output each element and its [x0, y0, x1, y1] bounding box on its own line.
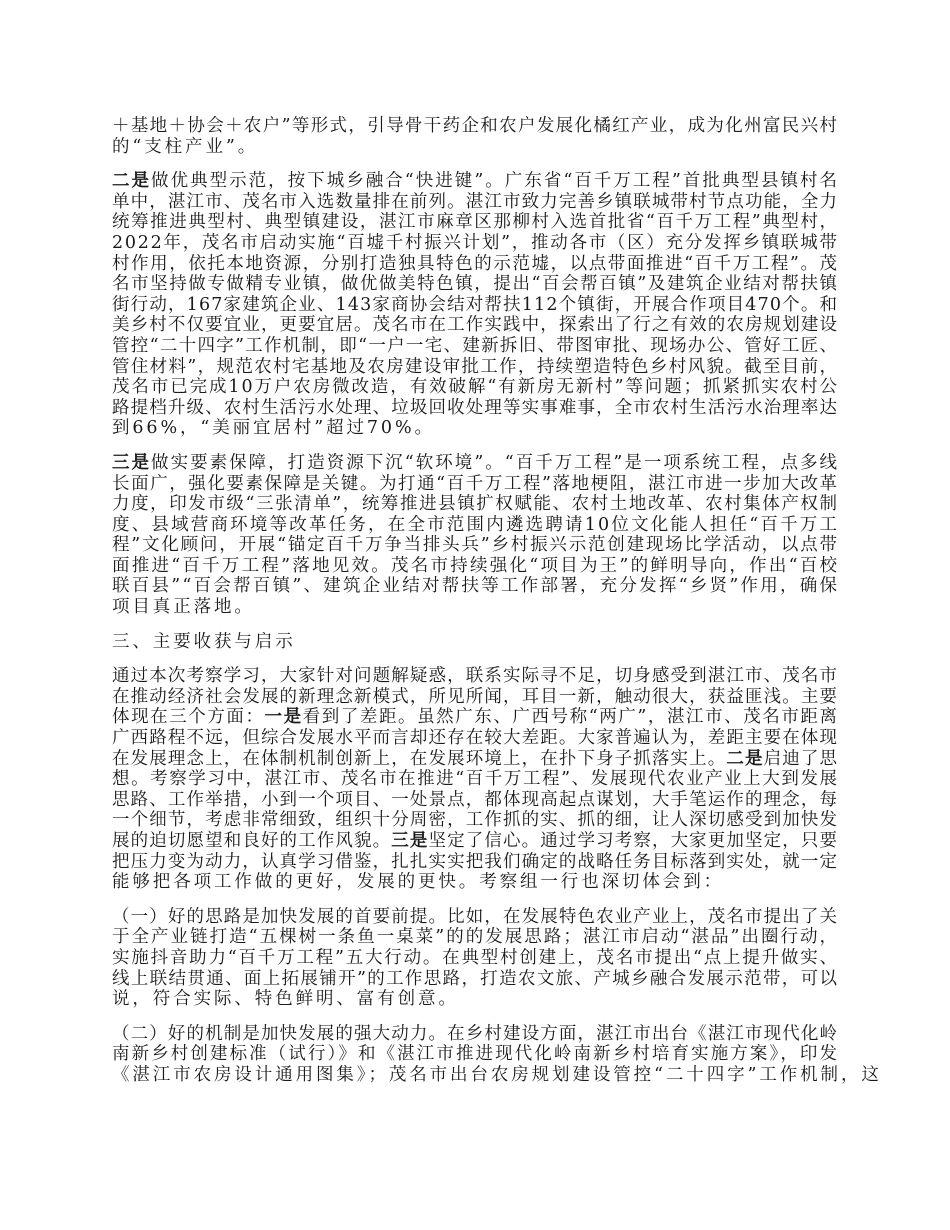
text-line: [112, 576, 842, 597]
text-run: 启迪了思: [763, 748, 839, 769]
text-line: [112, 515, 842, 536]
text-run: 坚定了信心。通过学习考察，大家更加坚定，只要: [428, 831, 839, 851]
text-line: [112, 831, 842, 852]
text-run: 线上联结贯通、面上拓展铺开”的工作思路，打造农文旅、产城乡融合发展示范带，可以: [112, 968, 839, 989]
text-line: [112, 212, 842, 233]
heading-text: 三、主要收获与启示: [112, 631, 296, 652]
text-run: 美乡村不仅要宜业，更要宜居。茂名市在工作实践中，探索出了行之有效的农房规划建设: [112, 315, 839, 336]
text-line: [112, 852, 842, 873]
bold-lead: 三是: [112, 452, 152, 473]
text-run: 的“支柱产业”。: [112, 136, 259, 157]
text-line: [112, 377, 842, 398]
bold-lead: 一是: [264, 707, 303, 728]
text-run: 做实要素保障，打造资源下沉“软环境”。“百千万工程”是一项系统工程，点多线: [151, 452, 840, 473]
text-run: 联百县”“百会帮百镇”、建筑企业结对帮扶等工作部署，充分发挥“乡贤”作用，确保: [112, 576, 840, 597]
paragraph: [112, 1023, 882, 1086]
text-line: [112, 535, 842, 556]
text-line: [112, 233, 842, 254]
text-run: 单中，湛江市、茂名市入选数量排在前列。湛江市致力完善乡镇联城带村节点功能，全力: [112, 191, 839, 212]
text-line: [112, 707, 842, 728]
text-line: [112, 295, 842, 316]
text-run: 一个细节，考虑非常细致，组织十分周密，工作抓的实、抓的细，让人深切感受到加快发: [112, 810, 839, 831]
text-line: [112, 1064, 882, 1086]
text-run: 统筹推进典型村、典型镇建设，湛江市麻章区那柳村入选首批省“百千万工程”典型村，: [112, 212, 839, 233]
text-run: 2022年，茂名市启动实施“百墟千村振兴计划”，推动各市（区）充分发挥乡镇联城带: [112, 232, 839, 253]
text-line: [112, 728, 842, 749]
text-run: 程”文化顾问，开展“锚定百千万争当排头兵”乡村振兴示范创建现场比学活动，以点带: [112, 535, 839, 556]
text-line: [112, 666, 842, 687]
paragraph: [112, 666, 842, 893]
text-run: 管控“二十四字”工作机制，即“一户一宅、建新拆旧、带图审批、现场办公、管好工匠、: [112, 335, 839, 356]
text-run: 于全产业链打造“五棵树一条鱼一桌菜”的的发展思路；湛江市启动“湛品”出圈行动，: [112, 927, 840, 948]
text-line: [112, 137, 842, 158]
text-run: （一）好的思路是加快发展的首要前提。比如，在发展特色农业产业上，茂名市提出了关: [112, 906, 839, 927]
text-line: [112, 907, 842, 928]
paragraph: [112, 907, 842, 1010]
text-run: 到66%，“美丽宜居村”超过70%。: [112, 418, 435, 439]
text-line: [112, 948, 842, 969]
text-run: 看到了差距。虽然广东、广西号称“两广”，湛江市、茂名市距离: [302, 707, 839, 728]
text-run: 做优典型示范，按下城乡融合“快进键”。广东省“百千万工程”首批典型县镇村名: [151, 171, 840, 192]
text-line: [112, 810, 842, 831]
text-line: [112, 769, 842, 790]
text-line: [112, 398, 842, 419]
text-line: [112, 969, 842, 990]
text-run: 把压力变为动力，认真学习借鉴，扎扎实实把我们确定的战略任务目标落到实处，就一定: [112, 851, 839, 872]
text-run: 街行动，167家建筑企业、143家商协会结对帮扶112个镇街，开展合作项目470个。和: [112, 294, 839, 315]
text-run: 说，符合实际、特色鲜明、富有创意。: [112, 989, 459, 1010]
text-line: [112, 254, 842, 275]
text-line: [112, 989, 842, 1010]
text-line: [112, 687, 842, 708]
text-run: 在推动经济社会发展的新理念新模式，所见所闻，耳目一新，触动很大，获益匪浅。主要: [112, 686, 839, 707]
text-line: [112, 357, 842, 378]
text-line: [112, 556, 842, 577]
text-line: [112, 418, 842, 439]
text-run: 管住材料”，规范农村宅基地及农房建设审批工作，持续塑造特色乡村风貌。截至目前，: [112, 356, 839, 377]
paragraph: [112, 453, 842, 618]
text-line: [112, 1024, 842, 1045]
text-run: 度、县域营商环境等改革任务，在全市范围内遴选聘请10位文化能人担任“百千万工: [112, 514, 840, 535]
document-page: [112, 116, 882, 1100]
text-run: 长面广，强化要素保障是关键。为打通“百千万工程”落地梗阻，湛江市进一步加大改革: [112, 473, 839, 494]
text-line: [112, 927, 842, 948]
text-line: [112, 474, 842, 495]
text-run: 实施抖音助力“百千万工程”五大行动。在典型村创建上，茂名市提出“点上提升做实、: [112, 947, 839, 968]
section-heading: [112, 632, 842, 653]
text-run: 路提档升级、农村生活污水处理、垃圾回收处理等实事难事，全市农村生活污水治理率达: [112, 397, 839, 418]
text-run: ＋基地＋协会＋农户”等形式，引导骨干药企和农户发展化橘红产业，成为化州富民兴村: [112, 116, 839, 136]
text-line: [112, 597, 842, 618]
text-line: [112, 1044, 842, 1065]
text-line: [112, 116, 842, 137]
text-line: [112, 274, 842, 295]
text-line: [112, 790, 842, 811]
text-run: 面推进“百千万工程”落地见效。茂名市持续强化“项目为王”的鲜明导向，作出“百校: [112, 555, 840, 576]
text-run: 名市坚持做专做精专业镇，做优做美特色镇，提出“百会帮百镇”及建筑企业结对帮扶镇: [112, 274, 839, 295]
text-run: 能够把各项工作做的更好，发展的更快。考察组一行也深切体会到：: [112, 872, 724, 893]
bold-lead: 二是: [112, 171, 152, 192]
text-run: 《湛江市农房设计通用图集》；茂名市出台农房规划建设管控“二十四字”工作机制，这: [112, 1064, 882, 1085]
text-run: 茂名市已完成10万户农房微改造，有效破解“有新房无新村”等问题；抓紧抓实农村公: [112, 377, 839, 398]
text-run: 展的迫切愿望和良好的工作风貌。: [112, 831, 392, 851]
bold-lead: 二是: [726, 748, 764, 769]
text-run: 体现在三个方面：: [112, 707, 265, 728]
text-line: [112, 171, 842, 192]
text-run: 广西路程不远，但综合发展水平而言却还存在较大差距。大家普遍认为，差距主要在体现: [112, 728, 839, 749]
paragraph: [112, 171, 842, 439]
bold-lead: 三是: [391, 831, 429, 851]
text-run: 在发展理念上，在体制机制创新上，在发展环境上，在扑下身子抓落实上。: [112, 748, 727, 769]
text-line: [112, 192, 842, 213]
paragraph: [112, 116, 842, 157]
text-line: [112, 315, 842, 336]
text-run: 力度，印发市级“三张清单”，统筹推进县镇扩权赋能、农村土地改革、农村集体产权制: [112, 494, 839, 515]
text-run: 村作用，依托本地资源，分别打造独具特色的示范墟，以点带面推进“百千万工程”。茂: [112, 253, 839, 274]
text-line: [112, 453, 842, 474]
text-run: 思路、工作举措，小到一个项目、一处景点，都体现高起点谋划，大手笔运作的理念，每: [112, 789, 839, 810]
text-run: 南新乡村创建标准（试行）》和《湛江市推进现代化岭南新乡村培育实施方案》，印发: [112, 1044, 840, 1065]
text-line: [112, 494, 842, 515]
text-run: 项目真正落地。: [112, 597, 255, 618]
text-line: [112, 872, 842, 893]
text-run: 想。考察学习中，湛江市、茂名市在推进“百千万工程”、发展现代农业产业上大到发展: [112, 769, 839, 790]
text-line: [112, 336, 842, 357]
text-run: （二）好的机制是加快发展的强大动力。在乡村建设方面，湛江市出台《湛江市现代化岭: [112, 1023, 839, 1044]
text-line: [112, 749, 842, 770]
text-run: 通过本次考察学习，大家针对问题解疑惑，联系实际寻不足，切身感受到湛江市、茂名市: [112, 666, 839, 687]
